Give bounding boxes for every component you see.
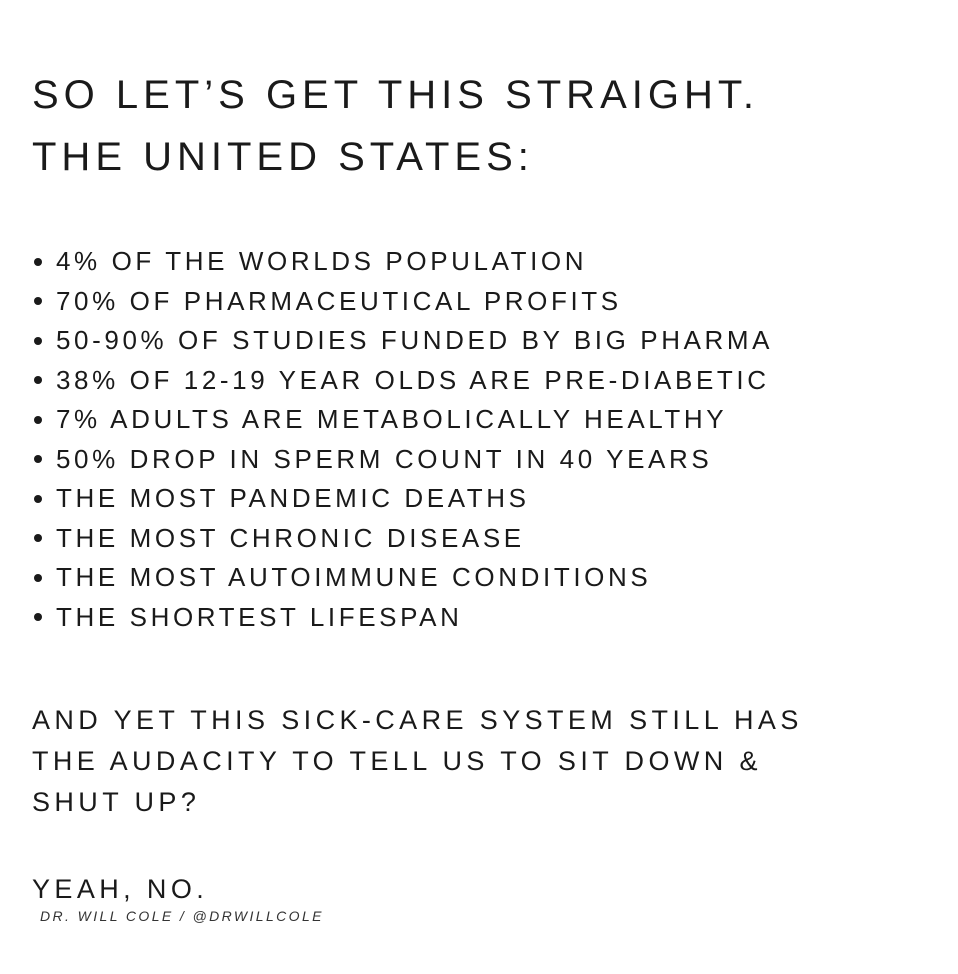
closing-line-1: AND YET THIS SICK-CARE SYSTEM STILL HAS bbox=[32, 705, 803, 735]
closing-statement bbox=[32, 700, 803, 823]
fact-text: 7% ADULTS ARE METABOLICALLY HEALTHY bbox=[56, 404, 728, 435]
headline bbox=[32, 64, 759, 188]
bullet-icon bbox=[34, 534, 42, 542]
closing-line-3: SHUT UP? bbox=[32, 787, 201, 817]
fact-text: 38% OF 12-19 YEAR OLDS ARE PRE-DIABETIC bbox=[56, 364, 770, 395]
bullet-icon bbox=[34, 376, 42, 384]
bullet-icon bbox=[34, 574, 42, 582]
fact-text: THE MOST AUTOIMMUNE CONDITIONS bbox=[56, 562, 652, 593]
fact-text: THE MOST CHRONIC DISEASE bbox=[56, 522, 525, 553]
bullet-icon bbox=[34, 416, 42, 424]
bullet-icon bbox=[34, 613, 42, 621]
verdict: YEAH, NO. bbox=[32, 874, 209, 904]
list-item bbox=[34, 479, 773, 519]
list-item bbox=[34, 321, 773, 361]
fact-text: THE MOST PANDEMIC DEATHS bbox=[56, 483, 530, 514]
closing-line-2: THE AUDACITY TO TELL US TO SIT DOWN & bbox=[32, 746, 762, 776]
list-item bbox=[34, 519, 773, 559]
bullet-icon bbox=[34, 495, 42, 503]
bullet-icon bbox=[34, 297, 42, 305]
fact-text: 50% DROP IN SPERM COUNT IN 40 YEARS bbox=[56, 443, 713, 474]
list-item bbox=[34, 558, 773, 598]
fact-text: 4% OF THE WORLDS POPULATION bbox=[56, 246, 588, 277]
headline-line-1: SO LET’S GET THIS STRAIGHT. bbox=[32, 73, 759, 117]
headline-line-2: THE UNITED STATES: bbox=[32, 135, 534, 179]
bullet-icon bbox=[34, 455, 42, 463]
fact-list bbox=[34, 242, 773, 637]
fact-text: THE SHORTEST LIFESPAN bbox=[56, 601, 463, 632]
list-item bbox=[34, 242, 773, 282]
fact-text: 50-90% OF STUDIES FUNDED BY BIG PHARMA bbox=[56, 325, 774, 356]
bullet-icon bbox=[34, 258, 42, 266]
author-credit: DR. WILL COLE / @DRWILLCOLE bbox=[40, 908, 324, 924]
list-item bbox=[34, 400, 773, 440]
fact-text: 70% OF PHARMACEUTICAL PROFITS bbox=[56, 285, 622, 316]
list-item bbox=[34, 361, 773, 401]
list-item bbox=[34, 282, 773, 322]
bullet-icon bbox=[34, 337, 42, 345]
list-item bbox=[34, 440, 773, 480]
list-item bbox=[34, 598, 773, 638]
